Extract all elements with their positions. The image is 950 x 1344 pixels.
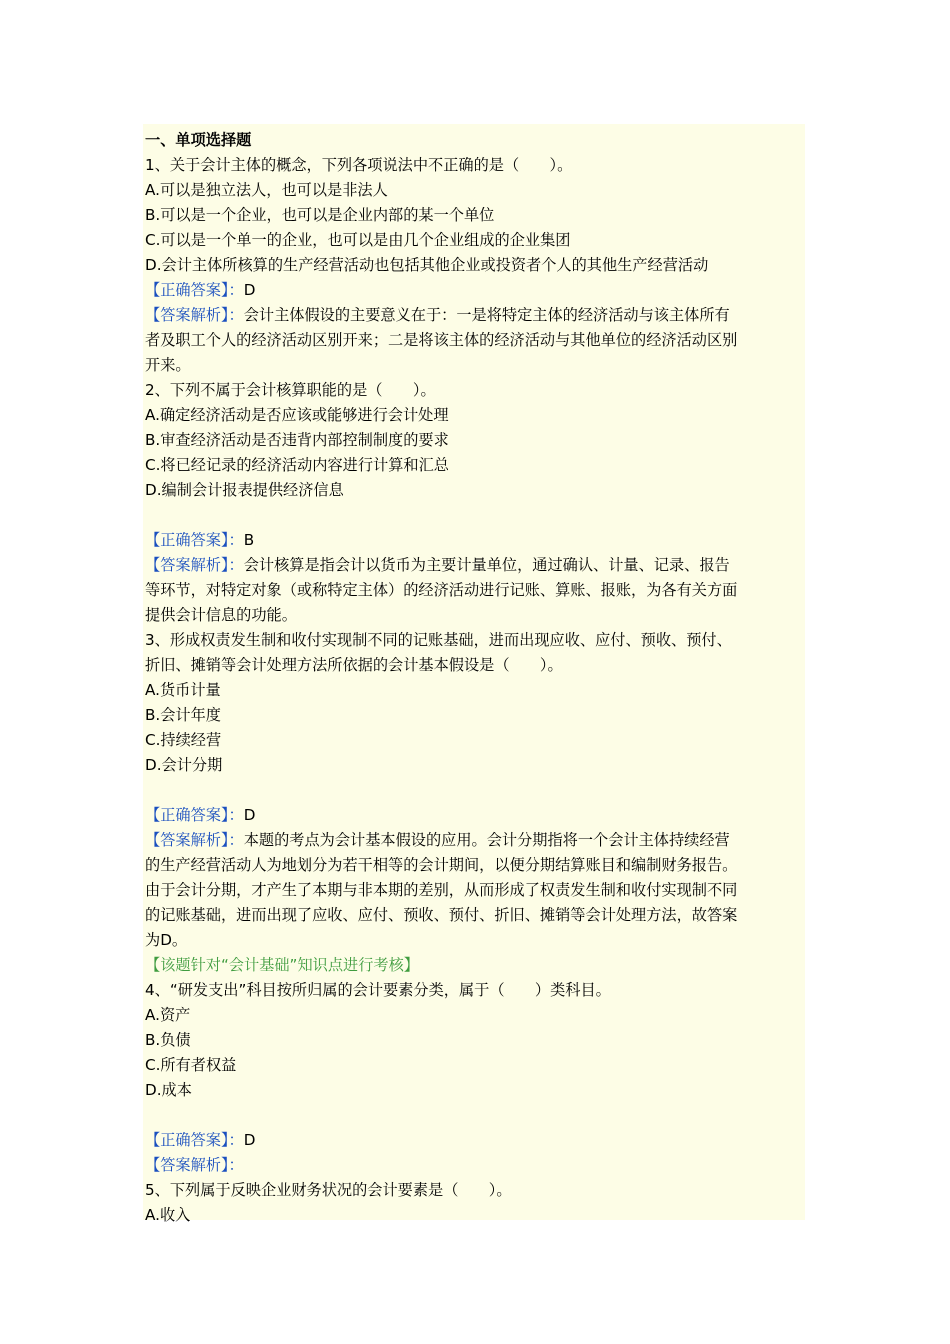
topic-note-topic: “会计基础” (220, 956, 298, 974)
option-c: C.可以是一个单一的企业，也可以是由几个企业组成的企业集团 (145, 231, 571, 249)
analysis-text: 会计主体假设的主要意义在于：一是将特定主体的经济活动与该主体所有 (243, 306, 730, 324)
answer-label: 【正确答案】： (145, 806, 244, 824)
answer-value: D (243, 806, 256, 824)
option-c: C.所有者权益 (145, 1056, 237, 1074)
analysis-text: 由于会计分期，才产生了本期与非本期的差别，从而形成了权责发生制和收付实现制不同 (145, 881, 738, 899)
analysis-text: 等环节，对特定对象（或称特定主体）的经济活动进行记账、算账、报账，为各有关方面 (145, 581, 738, 599)
option-a: A.资产 (145, 1006, 191, 1024)
analysis-row (145, 303, 803, 328)
analysis-label: 【答案解析】： (145, 831, 244, 849)
answer-row (145, 278, 803, 303)
question-stem: 4、“研发支出”科目按所归属的会计要素分类，属于（ ）类科目。 (145, 981, 611, 999)
question-5 (145, 1178, 803, 1228)
analysis-label: 【答案解析】： (145, 306, 244, 324)
question-stem: 3、形成权责发生制和收付实现制不同的记账基础，进而出现应收、应付、预收、预付、 (145, 631, 732, 649)
option-b: B.可以是一个企业，也可以是企业内部的某一个单位 (145, 206, 495, 224)
option-d: D.编制会计报表提供经济信息 (145, 481, 344, 499)
analysis-text: 为D。 (145, 931, 188, 949)
analysis-label: 【答案解析】： (145, 556, 244, 574)
blank-line (145, 503, 803, 528)
option-b: B.会计年度 (145, 706, 221, 724)
option-b: B.负债 (145, 1031, 191, 1049)
option-a: A.确定经济活动是否应该或能够进行会计处理 (145, 406, 449, 424)
option-d: D.会计分期 (145, 756, 223, 774)
question-stem: 折旧、摊销等会计处理方法所依据的会计基本假设是（ ）。 (145, 656, 563, 674)
option-b: B.审查经济活动是否违背内部控制制度的要求 (145, 431, 449, 449)
question-stem: 5、下列属于反映企业财务状况的会计要素是（ ）。 (145, 1181, 512, 1199)
question-1 (145, 153, 803, 378)
analysis-text: 的生产经营活动人为地划分为若干相等的会计期间，以便分期结算账目和编制财务报告。 (145, 856, 738, 874)
analysis-text: 的记账基础，进而出现了应收、应付、预收、预付、折旧、摊销等会计处理方法，故答案 (145, 906, 738, 924)
answer-value: D (243, 1131, 256, 1149)
option-d: D.成本 (145, 1081, 192, 1099)
option-a: A.可以是独立法人，也可以是非法人 (145, 181, 388, 199)
analysis-row (145, 553, 803, 578)
answer-value: D (243, 281, 256, 299)
section-title: 一、单项选择题 (145, 131, 252, 149)
option-a: A.收入 (145, 1206, 191, 1224)
analysis-label: 【答案解析】： (145, 1156, 244, 1174)
option-c: C.将已经记录的经济活动内容进行计算和汇总 (145, 456, 449, 474)
question-4 (145, 978, 803, 1178)
topic-note-suffix: 知识点进行考核】 (297, 956, 419, 974)
answer-label: 【正确答案】： (145, 531, 244, 549)
question-stem: 2、下列不属于会计核算职能的是（ ）。 (145, 381, 436, 399)
blank-line (145, 1103, 803, 1128)
blank-line (145, 778, 803, 803)
answer-label: 【正确答案】： (145, 281, 244, 299)
option-c: C.持续经营 (145, 731, 222, 749)
question-stem: 1、关于会计主体的概念，下列各项说法中不正确的是（ ）。 (145, 156, 573, 174)
option-d: D.会计主体所核算的生产经营活动也包括其他企业或投资者个人的其他生产经营活动 (145, 256, 709, 274)
analysis-text: 开来。 (145, 356, 191, 374)
topic-note (145, 953, 803, 978)
analysis-text: 提供会计信息的功能。 (145, 606, 297, 624)
topic-note-prefix: 【该题针对 (145, 956, 221, 974)
answer-row (145, 803, 803, 828)
answer-row (145, 528, 803, 553)
answer-value: B (243, 531, 255, 549)
question-2 (145, 378, 803, 628)
analysis-text: 会计核算是指会计以货币为主要计量单位，通过确认、计量、记录、报告 (243, 556, 730, 574)
analysis-row (145, 1153, 803, 1178)
answer-label: 【正确答案】： (145, 1131, 244, 1149)
analysis-text: 者及职工个人的经济活动区别开来；二是将该主体的经济活动与其他单位的经济活动区别 (145, 331, 738, 349)
answer-row (145, 1128, 803, 1153)
option-a: A.货币计量 (145, 681, 221, 699)
analysis-row (145, 828, 803, 853)
question-3 (145, 628, 803, 978)
analysis-text: 本题的考点为会计基本假设的应用。会计分期指将一个会计主体持续经营 (243, 831, 730, 849)
document-content (143, 124, 805, 1224)
